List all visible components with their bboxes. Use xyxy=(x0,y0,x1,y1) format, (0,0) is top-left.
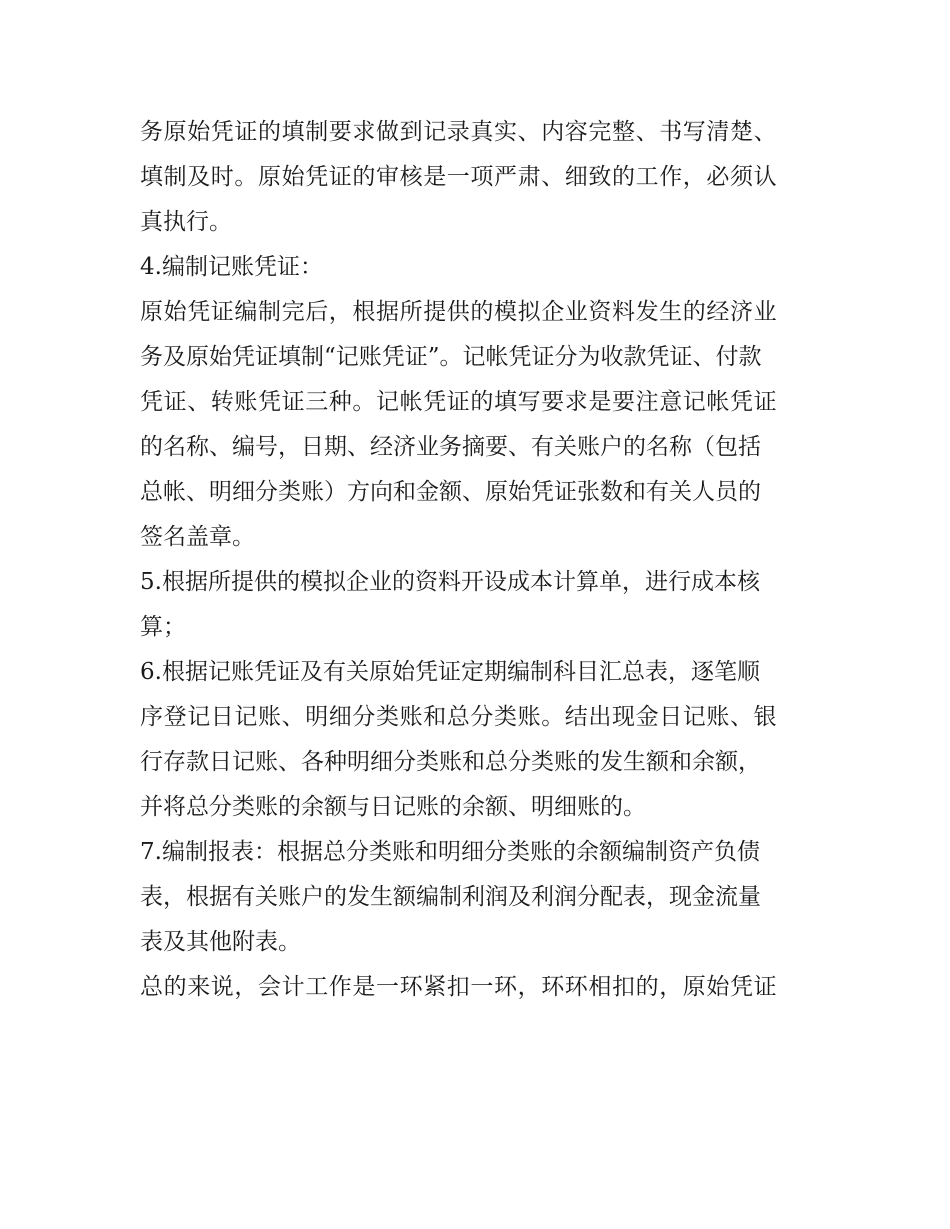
document-body xyxy=(140,110,816,1010)
text-line: 序登记日记账、明细分类账和总分类账。结出现金日记账、银 xyxy=(140,704,778,730)
text-line: 行存款日记账、各种明细分类账和总分类账的发生额和余额， xyxy=(140,749,761,775)
text-line: 表，根据有关账户的发生额编制利润及利润分配表，现金流量 xyxy=(140,884,761,910)
section-item-7: 7.编制报表：根据总分类账和明细分类账的余额编制资产负债 xyxy=(140,839,760,865)
text-line: 务及原始凭证填制“记账凭证”。记帐凭证分为收款凭证、付款 xyxy=(140,344,762,370)
text-line: 真执行。 xyxy=(140,209,232,235)
text-line: 签名盖章。 xyxy=(140,524,255,550)
text-line: 总帐、明细分类账）方向和金额、原始凭证张数和有关人员的 xyxy=(140,479,761,505)
text-line: 填制及时。原始凭证的审核是一项严肃、细致的工作，必须认 xyxy=(140,164,778,190)
text-line: 原始凭证编制完后，根据所提供的模拟企业资料发生的经济业 xyxy=(140,299,778,325)
section-item-6: 6.根据记账凭证及有关原始凭证定期编制科目汇总表，逐笔顺 xyxy=(140,659,760,685)
text-line: 并将总分类账的余额与日记账的余额、明细账的。 xyxy=(140,794,646,820)
text-line: 表及其他附表。 xyxy=(140,929,301,955)
section-item-5: 5.根据所提供的模拟企业的资料开设成本计算单，进行成本核 xyxy=(140,569,760,595)
text-line: 的名称、编号，日期、经济业务摘要、有关账户的名称（包括 xyxy=(140,434,761,460)
section-heading-4: 4.编制记账凭证： xyxy=(140,254,323,280)
text-line: 凭证、转账凭证三种。记帐凭证的填写要求是要注意记帐凭证 xyxy=(140,389,778,415)
text-line: 算； xyxy=(140,614,186,640)
text-line: 务原始凭证的填制要求做到记录真实、内容完整、书写清楚、 xyxy=(140,119,778,145)
text-line: 总的来说，会计工作是一环紧扣一环，环环相扣的，原始凭证 xyxy=(140,974,778,1000)
